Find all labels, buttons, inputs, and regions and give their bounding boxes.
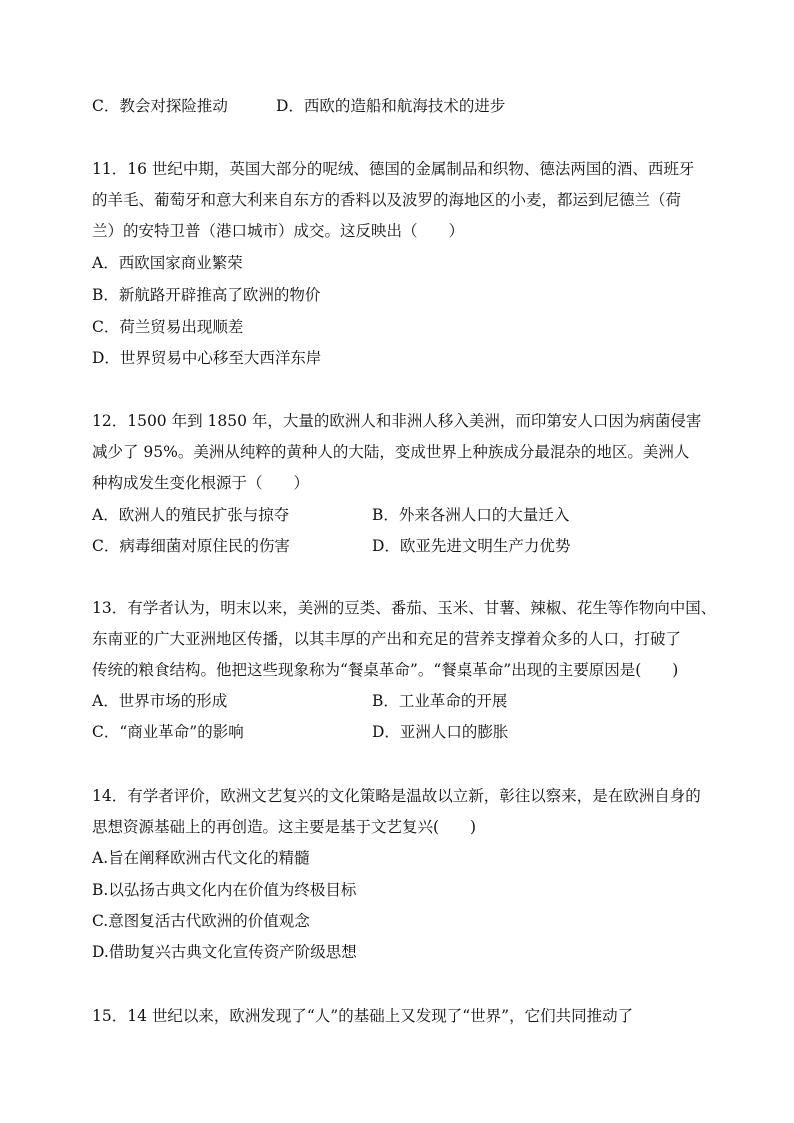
q15-stem-line-1: 15．14 世纪以来，欧洲发现了“人”的基础上又发现了“世界”，它们共同推动了 [92,1007,634,1025]
q11-option-d: D．世界贸易中心移至大西洋东岸 [92,349,322,367]
q11-option-c: C．荷兰贸易出现顺差 [92,318,244,336]
q12-stem-line-1: 12．1500 年到 1850 年，大量的欧洲人和非洲人移入美洲，而印第安人口因为病菌侵害 [92,412,702,430]
q12-option-a: A．欧洲人的殖民扩张与掠夺 [92,506,290,524]
q12-option-c: C．病毒细菌对原住民的伤害 [92,537,290,555]
q11-stem-line-1: 11．16 世纪中期，英国大部分的呢绒、德国的金属制品和织物、德法两国的酒、西班牙 [92,160,695,178]
q11-stem-line-3: 兰）的安特卫普（港口城市）成交。这反映出（ ） [92,222,465,240]
q10-option-c: C．教会对探险推动 [92,97,228,115]
q13-option-b: B．工业革命的开展 [372,692,508,710]
q14-stem-line-2: 思想资源基础上的再创造。这主要是基于文艺复兴( ) [92,818,477,836]
q13-stem-line-2: 东南亚的广大亚洲地区传播，以其丰厚的产出和充足的营养支撑着众多的人口，打破了 [92,630,682,648]
q12-stem-line-3: 种构成发生变化根源于（ ） [92,474,310,492]
q14-option-c: C.意图复活古代欧洲的价值观念 [92,912,310,930]
q13-stem-line-1: 13．有学者认为，明末以来，美洲的豆类、番茄、玉米、甘薯、辣椒、花生等作物向中国、 [92,599,717,617]
q10-option-d: D．西欧的造船和航海技术的进步 [276,97,506,115]
q12-option-b: B．外来各洲人口的大量迁入 [372,506,570,524]
q12-stem-line-2: 减少了 95%。美洲从纯粹的黄种人的大陆，变成世界上种族成分最混杂的地区。美洲人 [92,443,690,461]
q13-option-a: A．世界市场的形成 [92,692,228,710]
q11-stem-line-2: 的羊毛、葡萄牙和意大利来自东方的香料以及波罗的海地区的小麦，都运到尼德兰（荷 [92,191,682,209]
q12-option-d: D．欧亚先进文明生产力优势 [372,537,571,555]
q14-stem-line-1: 14．有学者评价，欧洲文艺复兴的文化策略是温故以立新，彰往以察来，是在欧洲自身的 [92,787,701,805]
q13-option-c: C．“商业革命”的影响 [92,723,244,741]
q14-option-d: D.借助复兴古典文化宣传资产阶级思想 [92,943,357,961]
q14-option-b: B.以弘扬古典文化内在价值为终极目标 [92,881,357,899]
q11-option-a: A．西欧国家商业繁荣 [92,254,243,272]
q13-option-d: D．亚洲人口的膨胀 [372,723,509,741]
q14-option-a: A.旨在阐释欧洲古代文化的精髓 [92,849,310,867]
q11-option-b: B．新航路开辟推高了欧洲的物价 [92,286,321,304]
q13-stem-line-3: 传统的粮食结构。他把这些现象称为“餐桌革命”。“餐桌革命”出现的主要原因是( ) [92,661,679,679]
